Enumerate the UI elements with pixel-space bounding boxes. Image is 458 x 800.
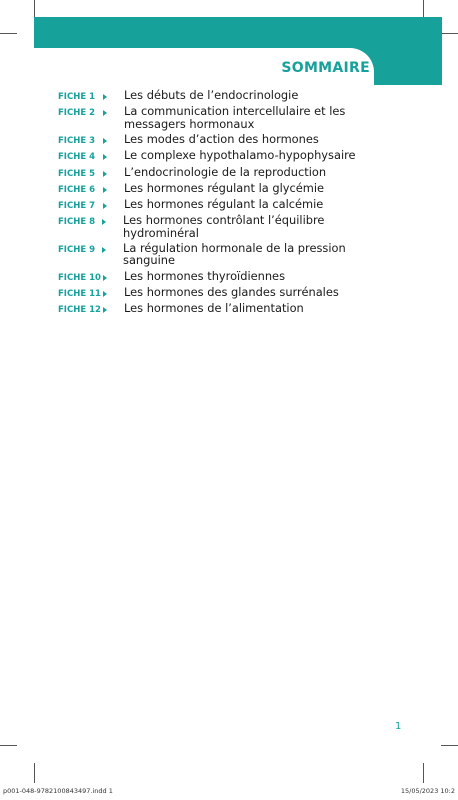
fiche-label: FICHE 4 — [58, 152, 96, 163]
crop-mark — [423, 0, 424, 17]
crop-mark — [0, 33, 17, 34]
triangle-bullet-icon — [103, 275, 107, 281]
fiche-label: FICHE 12 — [58, 305, 101, 316]
crop-mark — [423, 763, 424, 783]
crop-mark — [441, 745, 458, 746]
fiche-label: FICHE 3 — [58, 136, 96, 146]
crop-mark — [0, 745, 17, 746]
toc-item-fiche-3[interactable] — [58, 133, 388, 146]
toc-item-fiche-11[interactable] — [58, 286, 388, 299]
fiche-label: FICHE 1 — [58, 92, 96, 102]
toc-item-fiche-7[interactable] — [58, 198, 388, 211]
triangle-bullet-icon — [103, 307, 107, 313]
toc-item-fiche-1[interactable] — [58, 89, 388, 102]
triangle-bullet-icon — [103, 138, 107, 144]
triangle-bullet-icon — [103, 94, 107, 100]
print-slug-filename: p001-048-9782100843497.indd 1 — [3, 787, 113, 795]
fiche-label: FICHE 5 — [58, 168, 96, 179]
triangle-bullet-icon — [102, 219, 106, 225]
triangle-bullet-icon — [103, 291, 107, 297]
toc-title: Les hormones contrôlant l’équilibre hydrominéral — [123, 213, 325, 240]
toc-item-fiche-6[interactable] — [58, 182, 388, 195]
toc-item-fiche-2[interactable] — [58, 105, 388, 129]
fiche-label: FICHE 7 — [58, 201, 96, 212]
toc-title: Les hormones régulant la calcémie — [124, 197, 324, 212]
fiche-label: FICHE 2 — [58, 108, 96, 119]
print-slug-date: 15/05/2023 10:2 — [400, 787, 455, 795]
triangle-bullet-icon — [102, 247, 106, 253]
toc-title: La communication intercellulaire et les messagers hormonaux — [124, 104, 346, 131]
crop-mark — [34, 0, 35, 17]
toc-title: Le complexe hypothalamo-hypophysaire — [124, 148, 356, 163]
toc-item-fiche-5[interactable] — [58, 166, 388, 179]
page-title: SOMMAIRE — [281, 60, 370, 76]
fiche-label: FICHE 11 — [58, 289, 101, 300]
table-of-contents — [58, 89, 388, 319]
toc-item-fiche-12[interactable] — [58, 302, 388, 315]
toc-title: Les hormones des glandes surrénales — [124, 285, 339, 300]
triangle-bullet-icon — [103, 110, 107, 116]
fiche-label: FICHE 6 — [58, 184, 96, 195]
toc-item-fiche-9[interactable] — [58, 242, 388, 266]
fiche-label: FICHE 8 — [58, 217, 96, 228]
crop-mark — [34, 763, 35, 783]
toc-title: L’endocrinologie de la reproduction — [124, 164, 327, 179]
page-number: 1 — [395, 721, 402, 732]
toc-title: La régulation hormonale de la pression sanguine — [123, 241, 346, 268]
toc-title: Les modes d’action des hormones — [124, 132, 319, 146]
triangle-bullet-icon — [103, 154, 107, 160]
fiche-label: FICHE 9 — [58, 245, 96, 256]
toc-title: Les débuts de l’endocrinologie — [124, 88, 299, 102]
toc-item-fiche-8[interactable] — [58, 214, 388, 238]
triangle-bullet-icon — [103, 171, 107, 177]
toc-title: Les hormones thyroïdiennes — [124, 268, 286, 283]
toc-title: Les hormones régulant la glycémie — [124, 180, 325, 195]
toc-item-fiche-4[interactable] — [58, 149, 388, 162]
triangle-bullet-icon — [103, 187, 107, 193]
fiche-label: FICHE 10 — [58, 272, 101, 283]
crop-mark — [441, 33, 458, 34]
toc-item-fiche-10[interactable] — [58, 270, 388, 283]
triangle-bullet-icon — [103, 203, 107, 209]
toc-title: Les hormones de l’alimentation — [124, 301, 304, 316]
